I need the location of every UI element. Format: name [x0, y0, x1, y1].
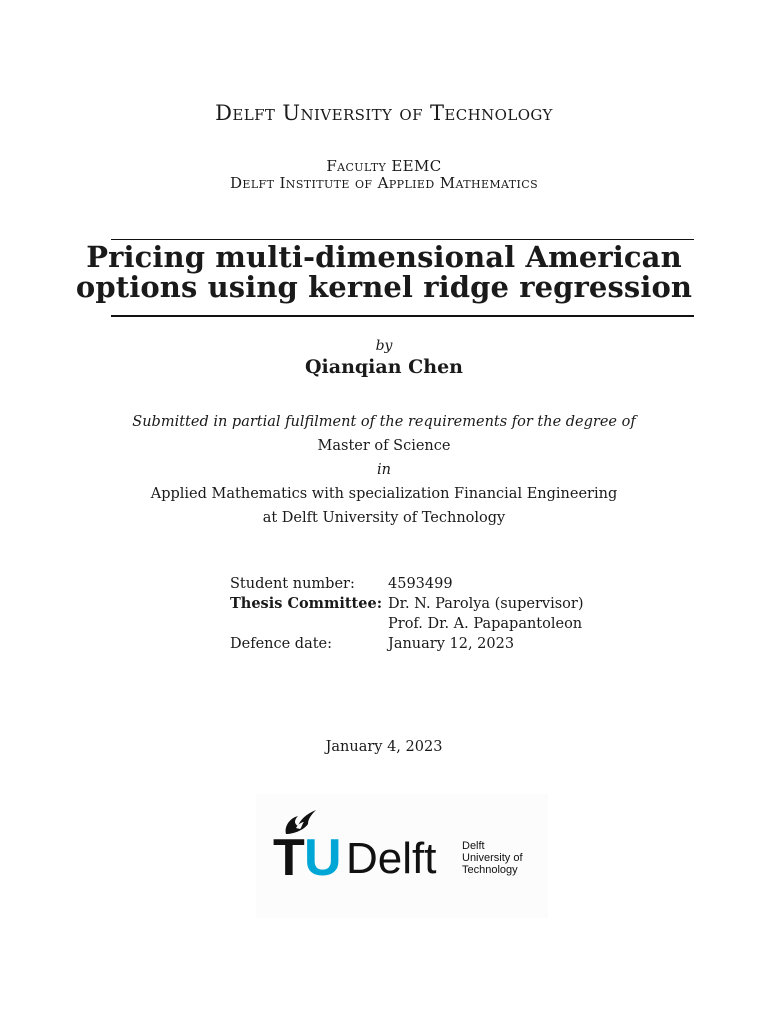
by-label: by	[375, 338, 393, 354]
student-number-value: 4593499	[388, 576, 453, 592]
thesis-title-line-1: Pricing multi-dimensional American	[86, 240, 682, 274]
in-label: in	[377, 462, 391, 478]
logo-sub-line-3: Technology	[462, 864, 518, 876]
institute-name: Delft Institute of Applied Mathematics	[229, 174, 539, 192]
logo-sub-line-2: University of	[462, 852, 523, 864]
document-date: January 4, 2023	[325, 739, 443, 755]
university-name: Delft University of Technology	[215, 101, 553, 125]
logo-letter-t: T	[273, 829, 305, 887]
tu-delft-logo	[256, 794, 548, 918]
defence-date-label: Defence date:	[230, 636, 333, 652]
thesis-title-line-2: options using kernel ridge regression	[75, 270, 693, 304]
logo-subtext	[462, 840, 523, 876]
degree-name: Master of Science	[317, 438, 451, 454]
author-name: Qianqian Chen	[305, 356, 463, 378]
faculty-name: Faculty EEMC	[326, 157, 442, 175]
committee-label: Thesis Committee:	[230, 595, 383, 612]
logo-letter-u: U	[304, 829, 342, 887]
institution-name: at Delft University of Technology	[262, 510, 506, 526]
submission-statement: Submitted in partial fulfilment of the requirements for the degree of	[132, 414, 636, 430]
title-rule-bottom	[111, 315, 694, 317]
program-name: Applied Mathematics with specialization Financial Engineering	[150, 486, 618, 502]
student-number-label: Student number:	[230, 576, 355, 592]
committee-member-1: Dr. N. Parolya (supervisor)	[388, 596, 584, 612]
logo-sub-line-1: Delft	[462, 840, 485, 852]
logo-wordmark: Delft	[346, 834, 437, 883]
defence-date-value: January 12, 2023	[388, 636, 515, 652]
committee-member-2: Prof. Dr. A. Papapantoleon	[388, 616, 583, 632]
